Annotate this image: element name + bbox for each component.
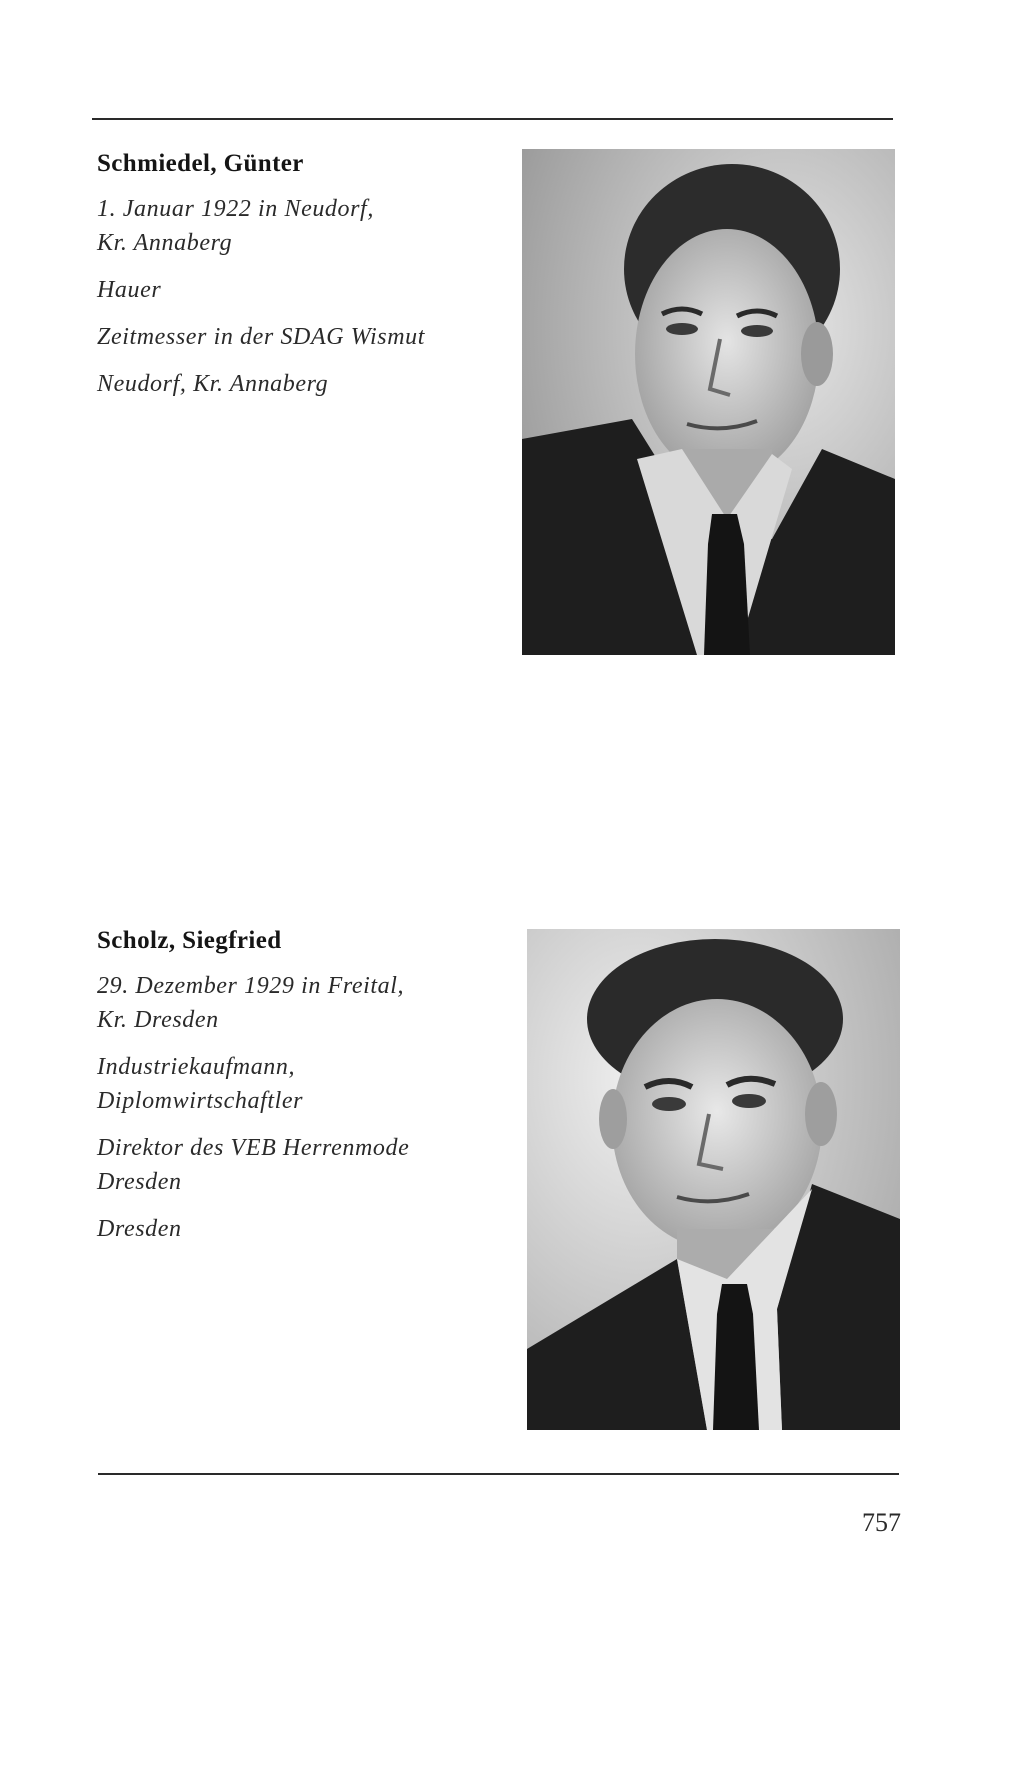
birth-line: 29. Dezember 1929 in Freital, [97, 973, 405, 999]
portrait-photo-scholz [527, 929, 900, 1430]
birth-info [97, 192, 497, 260]
entry-scholz [97, 927, 497, 1259]
profession-line: Hauer [97, 277, 162, 303]
profession-info [97, 273, 497, 307]
profession-info [97, 1050, 497, 1118]
residence-line: Dresden [97, 1216, 182, 1242]
residence-info [97, 1212, 497, 1246]
position-line: Zeitmesser in der SDAG Wismut [97, 324, 426, 350]
portrait-photo-schmiedel [522, 149, 895, 655]
portrait-photo-icon [522, 149, 895, 655]
top-rule [92, 118, 893, 120]
position-info [97, 320, 497, 354]
birth-line: Kr. Annaberg [97, 230, 233, 256]
birth-line: 1. Januar 1922 in Neudorf, [97, 196, 374, 222]
profession-line: Diplomwirtschaftler [97, 1088, 304, 1114]
position-line: Direktor des VEB Herrenmode [97, 1135, 410, 1161]
entry-name: Schmiedel, Günter [97, 150, 304, 177]
residence-line: Neudorf, Kr. Annaberg [97, 371, 329, 397]
entry-name: Scholz, Siegfried [97, 927, 282, 954]
position-line: Dresden [97, 1169, 182, 1195]
bottom-rule [98, 1473, 899, 1475]
profession-line: Industriekaufmann, [97, 1054, 296, 1080]
page-number: 757 [862, 1508, 901, 1537]
position-info [97, 1131, 497, 1199]
birth-line: Kr. Dresden [97, 1007, 219, 1033]
portrait-photo-icon [527, 929, 900, 1430]
residence-info [97, 367, 497, 401]
entry-schmiedel [97, 150, 497, 414]
birth-info [97, 969, 497, 1037]
